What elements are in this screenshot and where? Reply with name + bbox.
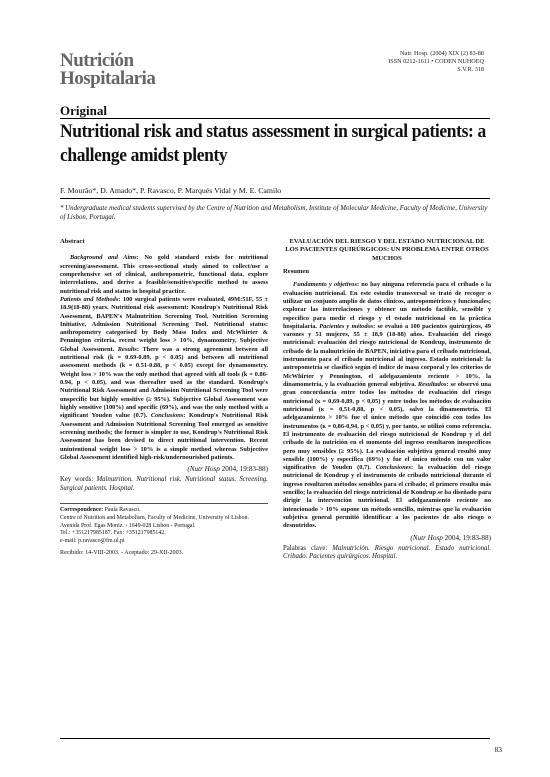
correspondence-block	[60, 507, 268, 545]
text-conclusions: : Kondrup's Nutritional Risk Assessment and Admission Nutritional Screening Tool emerged as sensitive screening methods; the former is simpler to use, Kondrup's Nutritional Risk Assessment has been devised to direct nutritional intervention. Recent unintentional weight loss > 10% is a simple method whereas Subjective Global Assessment identified high-risk/undernourished patients.	[60, 412, 268, 461]
abstract-spanish	[283, 238, 491, 562]
label-background: Background and Aims	[70, 254, 137, 262]
abstract-heading: Abstract	[60, 238, 85, 245]
correspondence-address: Avenida Prof. Egas Moniz. - 1649-028 Lisbon - Portugal.	[60, 522, 196, 529]
logo-line-2: Hospitalaria	[60, 68, 156, 89]
citation-rest: 2004, 19:83-88)	[219, 465, 268, 474]
keywords-es	[283, 545, 491, 562]
text-pacientes: : se evaluó a 100 pacientes quirúrgicos, 49 varones y 51 mujeres, 55 ± 18,9 (18-88) años. Evaluación del riesgo nutricional: evaluación del riesgo nutricional de Kondrup, instrumento de cribado de la malnutrición de BAPEN, iniciativa para el cribado nutricional, instrumento para el cribado nutricional al ingreso. Estado nutricional: la antropometría se clasificó según el índice de masa corporal y los criterios de McWhirter y Pennington, el adelgazamiento reciente > 10%, la dinamometría, y la evaluación general subjetiva.	[283, 322, 491, 388]
text-results: : There was a strong agreement between all nutritional risk (k = 0.69-0.89, p < 0.05) and between all nutritional assessment methods (k = 0.51-0.88, p < 0.05) except for dynamometry. Weight loss > 10% was the only method that agreed with all tools (k = 0.86-0.94, p < 0.05), and was thereafter used as the standard. Kondrup's Nutritional Risk Assessment and Admission Nutritional Screening Tool were unspecific but highly sensitive (≥ 95%). Subjective Global Assessment was highly sensitive (100%) and specific (69%), and was the only method with a significant Youden value (0.7).	[60, 345, 268, 420]
affiliation: * Undergraduate medical students supervised by the Centre of Nutrition and Metabolism, Institute of Molecular Medicine, Faculty of Medicine, University of Lisbon, Portugal.	[60, 205, 488, 221]
keywords-text: Malnutrition. Nutritional risk. Nutritional status. Screening. Surgical patients. Hospital.	[60, 476, 268, 492]
text-conclusiones: : la evaluación del riesgo nutricional de Kondrup y el instrumento de cribado nutricional durante el ingreso resultaron métodos sensibles para el cribado; el primero resulta más sencillo; la evaluación del riesgo nutricional de Kondrup se ha diseñado para dirigir la intervención nutricional. El adelgazamiento reciente no intencionado > 10% supone un método sencillo, mientras que la evaluación subjetiva general permitió identificar a los pacientes de alto riesgo o desnutridos.	[283, 464, 491, 530]
correspondence-rule	[60, 503, 268, 504]
citation-en	[60, 465, 268, 473]
citation-journal: (Nutr Hosp	[187, 465, 220, 474]
spanish-title: EVALUACIÓN DEL RIESGO Y DEL ESTADO NUTRICIONAL DE LOS PACIENTES QUIRÚRGICOS: UN PROBLEMA ENTRE OTROS MUCHOS	[285, 238, 489, 262]
text-fundamento: : no hay ninguna referencia para el cribado o la evaluación nutricional. En este estudio transversal se trató de recoger o utilizar un conjunto amplio de datos clínicos, antropométricos y funcionales; explorar las interrelaciones y obtener un método factible, sensible y específico para medir el riesgo y el estado nutricional en la práctica hospitalaria.	[283, 281, 491, 330]
text-resultados: : se observó una gran concordancia entre todos los métodos de evaluación del riesgo nutricional (κ = 0,69-0,89, p < 0,05) y entre todos los métodos de evaluación nutricional (κ = 0,51-0,88, p < 0,05), salvo la dinamometría. El adelgazamiento > 10% fue el único método que coincidió con todos los instrumentos (κ = 0,86-0,94, p < 0,05) y, por tanto, se utilizó como referencia. El instrumento de evaluación del riesgo nutricional de Kondrup y el del cribado de la nutrición en el momento del ingreso resultaron inespecíficos pero muy sensibles (≥ 95%). La evaluación subjetiva general resultó muy sensible (100%) y específica (69%) y fue el único método con un valor significativo de Youden (0,7).	[283, 381, 492, 472]
citation-es	[283, 534, 491, 542]
logo-line-1: Nutrición	[60, 50, 134, 71]
keywords-es-text: Malnutrición. Riesgo nutricional. Estado nutricional. Cribado. Pacientes quirúrgicos. Hospital.	[283, 544, 491, 561]
correspondence-institution: Centre of Nutrition and Metabolism, Faculty of Medicine, University of Lisbon.	[60, 515, 249, 522]
citation-es-journal: (Nutr Hosp	[410, 533, 443, 542]
journal-reference	[388, 50, 484, 74]
abstract-methods	[60, 296, 268, 462]
label-pacientes: Pacientes y métodos	[319, 322, 374, 330]
journal-logo	[60, 52, 190, 88]
correspondence-label: Correspondence:	[60, 507, 104, 514]
label-results: Results	[117, 345, 137, 353]
title-top-rule	[60, 118, 490, 119]
section-label: Original	[60, 103, 107, 118]
correspondence-name: Paula Ravasco.	[103, 507, 141, 514]
keywords-en	[60, 476, 268, 493]
label-conclusions: Conclusions	[150, 412, 184, 420]
label-fundamento: Fundamento y objetivos	[293, 281, 357, 289]
label-methods: Patients and Methods	[60, 295, 119, 303]
article-title: Nutritional risk and status assessment in surgical patients: a challenge amidst plenty	[60, 121, 486, 166]
abstract-english	[60, 238, 268, 558]
keywords-es-label: Palabras clave:	[283, 544, 328, 552]
text-methods: : 100 surgical patients were evaluated, 49M:51F, 55 ± 18.9(18-88) years. Nutritional risk assessment: Kondrup's Nutritional Risk Assessment, BAPEN's Malnutrition Screening Tool, Nutrition Screening Initiative, Admission Nutritional Screening Tool. Nutritional status: anthropometry categorised by Body Mass Index and McWhirter & Pennington criteria, recent weight loss > 10%, dynamometry, Subjective Global Assessment.	[60, 295, 268, 353]
label-resultados: Resultados	[417, 381, 447, 388]
keywords-label: Key words:	[60, 476, 94, 484]
label-conclusiones: Conclusiones	[375, 464, 412, 472]
correspondence-email[interactable]: e-mail: p.ravasco@fm.ul.pt	[60, 537, 125, 544]
citation-es-rest: 2004, 19:83-88)	[442, 533, 491, 542]
journal-ref-line-1: Nutr. Hosp. (2004) XIX (2) 83-88	[399, 50, 484, 57]
page-number: 83	[494, 745, 502, 754]
author-list: F. Mourão*, D. Amado*, P. Ravasco, P. Marqués Vidal y M. E. Camilo	[60, 186, 282, 195]
text-background: : No gold standard exists for nutritional screening/assessment. This cross-sectional study aimed to collect/use a comprehensive set of clinical, anthropometric, functional data, explore interrelations, and derive a feasible/sensitive/specific method to assess nutritional risk and status in hospital practice.	[60, 254, 268, 295]
authors-rule	[60, 198, 490, 199]
received-dates: Recibido: 14-VIII-2003. - Aceptado: 29-XII-2003.	[60, 550, 184, 557]
resumen-heading: Resumen	[283, 267, 310, 275]
abstract-background	[60, 254, 268, 296]
journal-ref-line-2: ISSN 0212-1611 • CODEN NUHOEQ	[388, 58, 484, 65]
resumen-body	[283, 281, 491, 530]
footer-rule	[60, 738, 490, 739]
correspondence-phone: Tel.: +351217985187. Fax: +351217985142.	[60, 530, 166, 537]
journal-ref-line-3: S.V.R. 318	[457, 66, 484, 73]
